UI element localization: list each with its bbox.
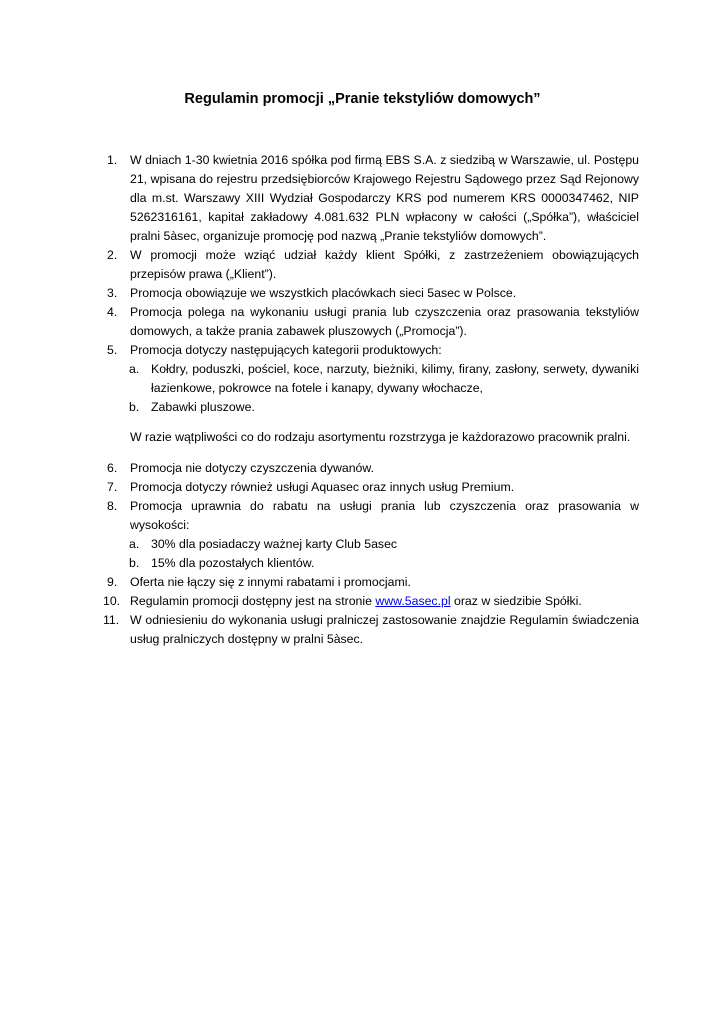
item-number: 9.: [107, 575, 118, 589]
list-item-5: [107, 341, 639, 360]
item-text: W promocji może wziąć udział każdy klient Spółki, z zastrzeżeniem obowiązujących przepisów prawa („Klient”).: [130, 248, 639, 281]
item-text: Promocja polega na wykonaniu usługi prania lub czyszczenia oraz prasowania tekstyliów domowych, a także prania zabawek pluszowych („Promocja”).: [130, 305, 639, 338]
item-number: 1.: [107, 153, 118, 167]
list-item-9: [107, 573, 639, 592]
item-text: Promocja dotyczy następujących kategorii produktowych:: [130, 343, 442, 357]
item-text: Promocja nie dotyczy czyszczenia dywanów.: [130, 461, 374, 475]
list-item-10: [103, 592, 639, 611]
list-item-11: [103, 611, 639, 649]
list-item-6: [107, 459, 639, 478]
item-text: W dniach 1-30 kwietnia 2016 spółka pod firmą EBS S.A. z siedzibą w Warszawie, ul. Postępu 21, wpisana do rejestru przedsiębiorców Krajowego Rejestru Sądowego przez Sąd Rejonowy dla m.st. Warszawy XIII Wydział Gospodarczy KRS pod numerem KRS 0000347462, NIP 5262316161, kapitał zakładowy 4.081.632 PLN wpłacony w całości („Spółka”), właściciel pralni 5àsec, organizuje promocję pod nazwą „Pranie tekstyliów domowych”.: [130, 153, 639, 243]
sub-item-5b: [107, 398, 639, 417]
list-item-1: [107, 151, 639, 246]
list-item-4: [107, 303, 639, 341]
item-text-before-link: Regulamin promocji dostępny jest na stronie: [130, 594, 376, 608]
item-text: Promocja uprawnia do rabatu na usługi prania lub czyszczenia oraz prasowania w wysokości:: [130, 499, 639, 532]
sub-item-text: Kołdry, poduszki, pościel, koce, narzuty, bieżniki, kilimy, firany, zasłony, serwety, dywaniki łazienkowe, pokrowce na fotele i kanapy, dywany włochacze,: [151, 362, 639, 395]
list-item-2: [107, 246, 639, 284]
item-text: Oferta nie łączy się z innymi rabatami i promocjami.: [130, 575, 411, 589]
item-number: 8.: [107, 499, 118, 513]
sub-item-letter: a.: [129, 362, 140, 376]
sub-item-text: 15% dla pozostałych klientów.: [151, 556, 315, 570]
item-text: Promocja obowiązuje we wszystkich placówkach sieci 5asec w Polsce.: [130, 286, 517, 300]
sub-item-letter: b.: [129, 400, 140, 414]
item-number: 3.: [107, 286, 118, 300]
sub-item-text: Zabawki pluszowe.: [151, 400, 255, 414]
list-item-3: [107, 284, 639, 303]
item-number: 5.: [107, 343, 118, 357]
item-number: 4.: [107, 305, 118, 319]
sub-item-8a: [107, 535, 639, 554]
item-number: 10.: [103, 594, 121, 608]
sub-item-letter: a.: [129, 537, 140, 551]
item-number: 2.: [107, 248, 118, 262]
item-text: Promocja dotyczy również usługi Aquasec oraz innych usług Premium.: [130, 480, 515, 494]
item-number: 11.: [103, 613, 120, 627]
list-item-8: [107, 497, 639, 535]
rules-list: [103, 151, 639, 649]
assortment-note: W razie wątpliwości co do rodzaju asortymentu rozstrzyga je każdorazowo pracownik pralni.: [130, 430, 631, 444]
item-number: 7.: [107, 480, 118, 494]
item-number: 6.: [107, 461, 118, 475]
sub-item-text: 30% dla posiadaczy ważnej karty Club 5asec: [151, 537, 398, 551]
document-title: Regulamin promocji „Pranie tekstyliów domowych”: [184, 91, 541, 107]
item-text: W odniesieniu do wykonania usługi pralniczej zastosowanie znajdzie Regulamin świadczenia usług pralniczych dostępny w pralni 5àsec.: [130, 613, 639, 646]
list-item-7: [107, 478, 639, 497]
sub-item-5a: [107, 360, 639, 398]
item-text-after-link: oraz w siedzibie Spółki.: [450, 594, 582, 608]
sub-item-letter: b.: [129, 556, 140, 570]
sub-item-8b: [107, 554, 639, 573]
website-link[interactable]: www.5asec.pl: [375, 594, 451, 608]
